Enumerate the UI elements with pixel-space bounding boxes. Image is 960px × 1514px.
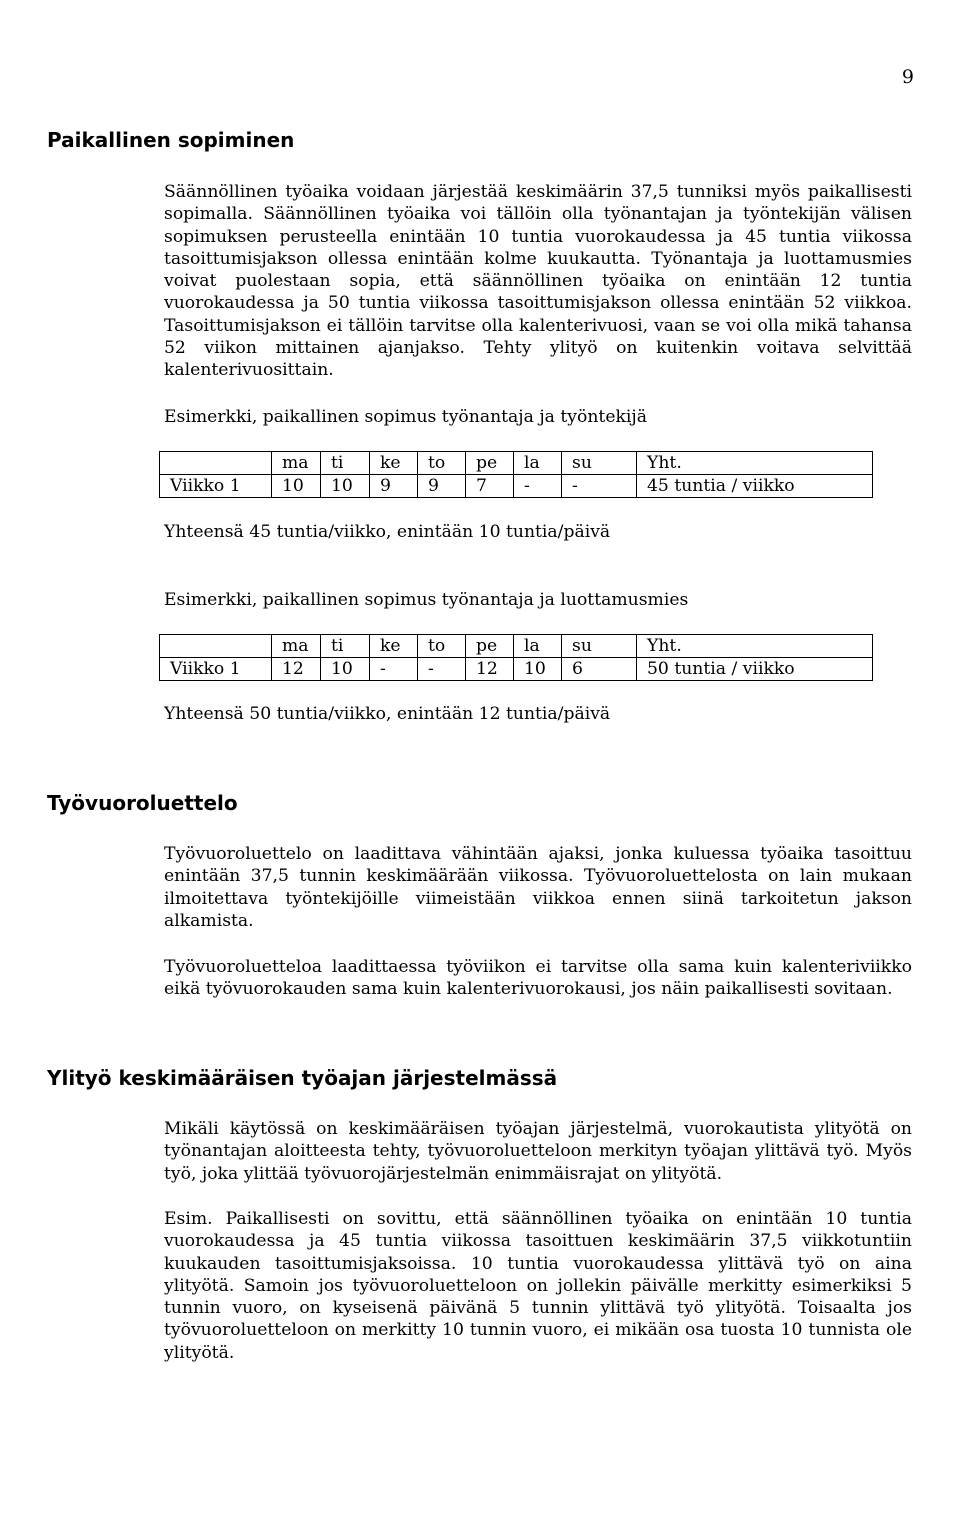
table-cell: ti <box>321 635 370 658</box>
table-cell: 12 <box>466 658 514 681</box>
table-header-row <box>160 635 873 658</box>
table-cell: Yht. <box>637 452 873 475</box>
table-cell: 6 <box>562 658 637 681</box>
table-cell: la <box>514 635 562 658</box>
table-row <box>160 475 873 498</box>
table-cell: Yht. <box>637 635 873 658</box>
paragraph-tyovuoroluettelo-1: Työvuoroluettelo on laadittava vähintään ajaksi, jonka kuluessa työaika tasoittuu enintään 37,5 tunnin keskimäärään viikossa. Työvuoroluettelosta on lain mukaan ilmoitettava työntekijöille viimeistään viikkoa ennen siinä tarkoitetun jakson alkamista. <box>164 844 912 931</box>
heading-ylityo: Ylityö keskimääräisen työajan järjestelmässä <box>47 1066 558 1090</box>
table-cell: 9 <box>370 475 418 498</box>
paragraph-paikallinen-sopiminen: Säännöllinen työaika voidaan järjestää keskimäärin 37,5 tunniksi myös paikallisesti sopimalla. Säännöllinen työaika voi tällöin olla työnantajan ja työntekijän välisen sopimuksen perusteella enintään 10 tuntia vuorokaudessa ja 45 tuntia viikossa tasoittumisjakson ollessa enintään kolme kuukautta. Työnantaja ja luottamusmies voivat puolestaan sopia, että säännöllinen työaika on enintään 12 tuntia vuorokaudessa ja 50 tuntia viikossa tasoittumisjakson ollessa enintään 52 viikkoa. Tasoittumisjakson ei tällöin tarvitse olla kalenterivuosi, vaan se voi olla mikä tahansa 52 viikon mittainen ajanjakso. Tehty ylityö on kuitenkin voitava selvittää kalenterivuosittain. <box>164 182 912 381</box>
table-cell: ma <box>272 635 321 658</box>
table-cell: 10 <box>272 475 321 498</box>
table-cell: - <box>514 475 562 498</box>
table-cell: pe <box>466 635 514 658</box>
table-cell: ma <box>272 452 321 475</box>
table-cell: ke <box>370 452 418 475</box>
table-cell: la <box>514 452 562 475</box>
example-2-caption: Esimerkki, paikallinen sopimus työnantaja ja luottamusmies <box>164 590 689 610</box>
example-1-table <box>159 451 873 498</box>
table-cell: 45 tuntia / viikko <box>637 475 873 498</box>
page-number: 9 <box>901 66 914 88</box>
example-2-table <box>159 634 873 681</box>
table-cell <box>160 452 272 475</box>
table-cell: su <box>562 452 637 475</box>
table-cell: Viikko 1 <box>160 475 272 498</box>
paragraph-ylityo-1: Mikäli käytössä on keskimääräisen työajan järjestelmä, vuorokautista ylityötä on työnantajan aloitteesta tehty, työvuoroluetteloon merkityn työajan ylittävä työ. Myös työ, joka ylittää työvuorojärjestelmän enimmäisrajat on ylityötä. <box>164 1119 912 1184</box>
table-cell: 10 <box>321 658 370 681</box>
table-cell: ti <box>321 452 370 475</box>
table-cell: su <box>562 635 637 658</box>
table-header-row <box>160 452 873 475</box>
table-cell: - <box>418 658 466 681</box>
table-cell: 9 <box>418 475 466 498</box>
table-cell: Viikko 1 <box>160 658 272 681</box>
paragraph-tyovuoroluettelo-2: Työvuoroluetteloa laadittaessa työviikon ei tarvitse olla sama kuin kalenteriviikko eikä työvuorokauden sama kuin kalenterivuorokausi, jos näin paikallisesti sovitaan. <box>164 957 912 1000</box>
example-2-summary: Yhteensä 50 tuntia/viikko, enintään 12 tuntia/päivä <box>164 704 611 724</box>
paragraph-ylityo-2: Esim. Paikallisesti on sovittu, että säännöllinen työaika on enintään 10 tuntia vuorokaudessa ja 45 tuntia viikossa tasoittuen keskimäärin 37,5 viikkotuntiin kuukauden tasoittumisjaksoissa. 10 tuntia vuorokaudessa ylittävä työ on aina ylityötä. Samoin jos työvuoroluetteloon on jollekin päivälle merkitty esimerkiksi 5 tunnin vuoro, on kyseisenä päivänä 5 tunnin ylittävä työ ylityötä. Toisaalta jos työvuoroluetteloon on merkitty 10 tunnin vuoro, ei mikään osa tuosta 10 tunnista ole ylityötä. <box>164 1209 912 1363</box>
heading-tyovuoroluettelo: Työvuoroluettelo <box>47 791 238 815</box>
table-cell: 10 <box>321 475 370 498</box>
table-cell: to <box>418 635 466 658</box>
table-cell: pe <box>466 452 514 475</box>
table-cell: to <box>418 452 466 475</box>
table-cell: 50 tuntia / viikko <box>637 658 873 681</box>
table-row <box>160 658 873 681</box>
example-1-summary: Yhteensä 45 tuntia/viikko, enintään 10 tuntia/päivä <box>164 522 611 542</box>
table-cell: 10 <box>514 658 562 681</box>
table-cell: ke <box>370 635 418 658</box>
heading-paikallinen-sopiminen: Paikallinen sopiminen <box>47 128 295 152</box>
table-cell <box>160 635 272 658</box>
table-cell: - <box>370 658 418 681</box>
table-cell: 7 <box>466 475 514 498</box>
table-cell: - <box>562 475 637 498</box>
table-cell: 12 <box>272 658 321 681</box>
example-1-caption: Esimerkki, paikallinen sopimus työnantaja ja työntekijä <box>164 407 647 427</box>
